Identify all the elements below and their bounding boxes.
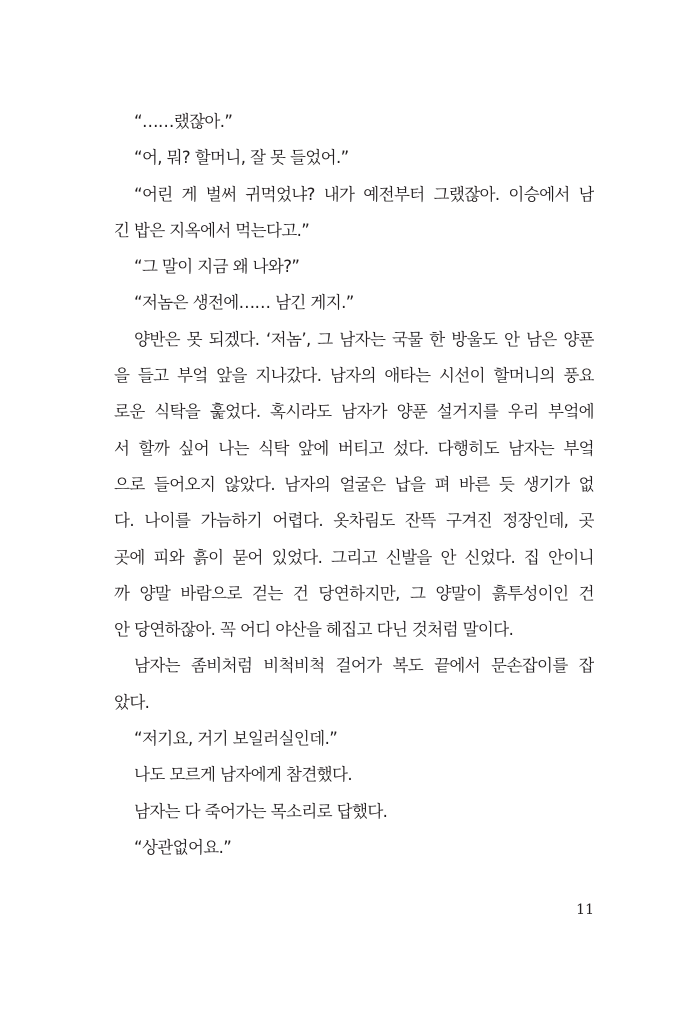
- text-line: “어, 뭐? 할머니, 잘 못 들었어.”: [134, 148, 349, 168]
- text-line: 까 양말 바람으로 걷는 건 당연하지만, 그 양말이 흙투성이인 건: [114, 583, 594, 603]
- text-line: 양반은 못 되겠다. ‘저놈’, 그 남자는 국물 한 방울도 안 남은 양푼: [134, 329, 594, 349]
- text-line: 을 들고 부엌 앞을 지나갔다. 남자의 애타는 시선이 할머니의 풍요: [114, 366, 594, 386]
- text-line: 서 할까 싶어 나는 식탁 앞에 버티고 섰다. 다행히도 남자는 부엌: [114, 438, 594, 458]
- body-text: [114, 104, 594, 866]
- text-line: 곳에 피와 흙이 묻어 있었다. 그리고 신발을 안 신었다. 집 안이니: [114, 547, 594, 567]
- text-line: 긴 밥은 지옥에서 먹는다고.”: [114, 220, 310, 240]
- text-line: “저기요, 거기 보일러실인데.”: [134, 729, 338, 749]
- text-line: 다. 나이를 가늠하기 어렵다. 옷차림도 잔뜩 구겨진 정장인데, 곳: [114, 511, 594, 531]
- text-line: “어린 게 벌써 귀먹었냐? 내가 예전부터 그랬잖아. 이승에서 남: [134, 184, 594, 204]
- page-number: 11: [576, 902, 594, 918]
- text-line: 로운 식탁을 훑었다. 혹시라도 남자가 양푼 설거지를 우리 부엌에: [114, 402, 594, 422]
- text-line: 안 당연하잖아. 꼭 어디 야산을 헤집고 다닌 것처럼 말이다.: [114, 620, 514, 640]
- text-line: “그 말이 지금 왜 나와?”: [134, 257, 300, 277]
- text-line: “저놈은 생전에…… 남긴 게지.”: [134, 293, 354, 313]
- text-line: 으로 들어오지 않았다. 남자의 얼굴은 납을 펴 바른 듯 생기가 없: [114, 474, 594, 494]
- text-line: 남자는 다 죽어가는 목소리로 답했다.: [134, 801, 388, 821]
- text-line: 남자는 좀비처럼 비척비척 걸어가 복도 끝에서 문손잡이를 잡: [134, 656, 594, 676]
- text-line: “상관없어요.”: [134, 837, 232, 857]
- text-line: 나도 모르게 남자에게 참견했다.: [134, 765, 352, 785]
- text-line: 았다.: [114, 692, 150, 712]
- text-line: “……랬잖아.”: [134, 112, 233, 131]
